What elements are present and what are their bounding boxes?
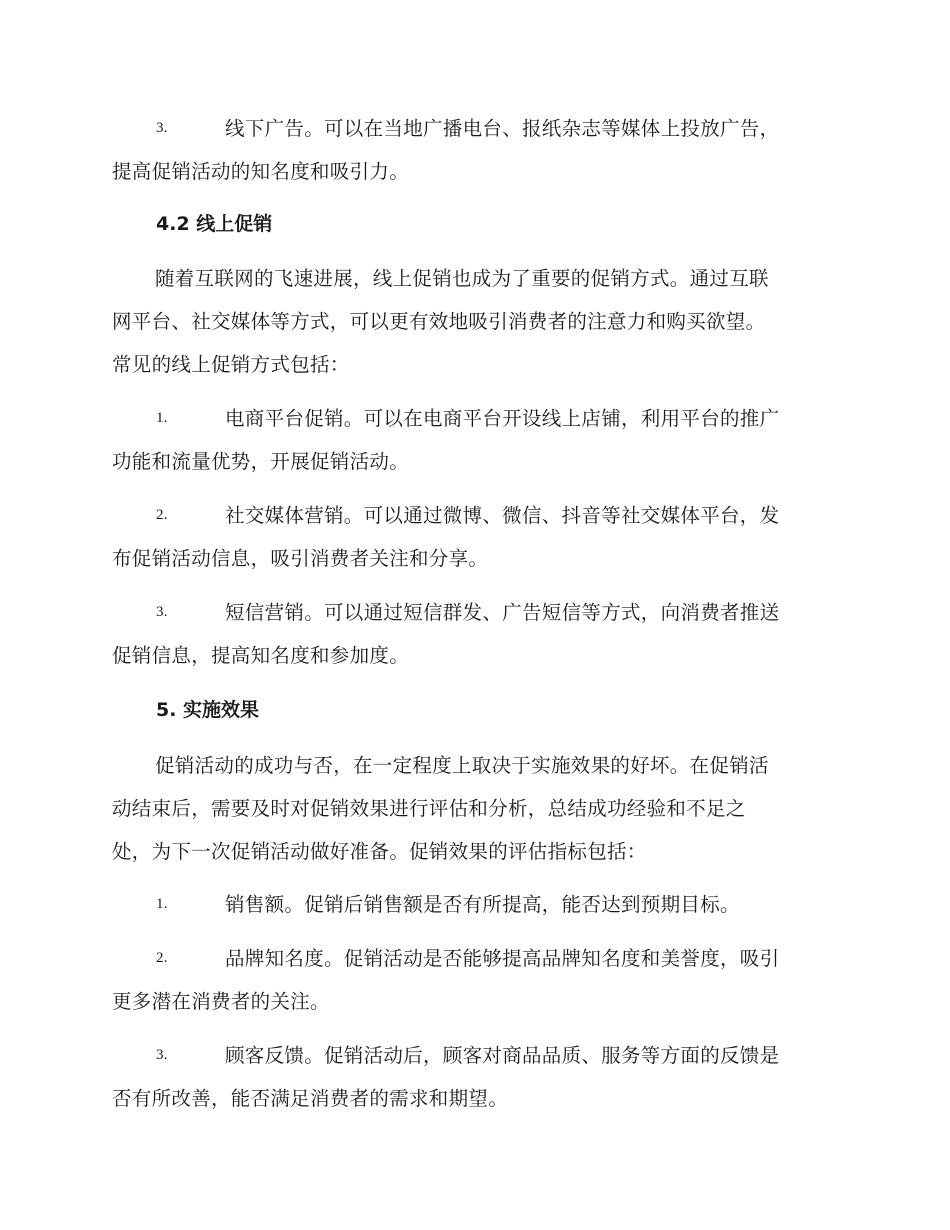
paragraph-line: 随着互联网的飞速进展，线上促销也成为了重要的促销方式。通过互联 bbox=[155, 267, 769, 290]
list-number: 1. bbox=[156, 896, 168, 912]
paragraph-line: 网平台、社交媒体等方式，可以更有效地吸引消费者的注意力和购买欲望。 bbox=[112, 310, 766, 333]
paragraph-line: 处，为下一次促销活动做好准备。促销效果的评估指标包括： bbox=[112, 840, 647, 863]
list-item bbox=[112, 937, 837, 1023]
list-item-text: 顾客反馈。促销活动后，顾客对商品品质、服务等方面的反馈是 bbox=[225, 1044, 780, 1067]
list-item-text-cont: 否有所改善，能否满足消费者的需求和期望。 bbox=[112, 1087, 509, 1110]
list-number: 3. bbox=[156, 604, 168, 620]
list-item-text-cont: 更多潜在消费者的关注。 bbox=[112, 990, 330, 1013]
list-item bbox=[112, 591, 837, 677]
list-item-text: 短信营销。可以通过短信群发、广告短信等方式，向消费者推送 bbox=[225, 601, 780, 624]
list-number: 2. bbox=[156, 950, 168, 966]
list-item-text-cont: 提高促销活动的知名度和吸引力。 bbox=[112, 160, 410, 183]
list-item bbox=[112, 883, 837, 926]
section-heading: 4.2 线上促销 bbox=[156, 213, 273, 235]
list-item bbox=[112, 494, 837, 580]
list-item-text-cont: 功能和流量优势，开展促销活动。 bbox=[112, 450, 410, 473]
list-number: 3. bbox=[156, 120, 168, 136]
paragraph-line: 促销活动的成功与否，在一定程度上取决于实施效果的好坏。在促销活 bbox=[155, 754, 769, 777]
list-item bbox=[112, 1034, 837, 1120]
list-item-text-cont: 布促销活动信息，吸引消费者关注和分享。 bbox=[112, 547, 489, 570]
paragraph-line: 动结束后，需要及时对促销效果进行评估和分析，总结成功经验和不足之 bbox=[112, 797, 746, 820]
list-item-text: 社交媒体营销。可以通过微博、微信、抖音等社交媒体平台，发 bbox=[225, 504, 780, 527]
list-item bbox=[112, 107, 837, 193]
paragraph-line: 常见的线上促销方式包括： bbox=[112, 353, 350, 376]
list-item-text: 线下广告。可以在当地广播电台、报纸杂志等媒体上投放广告， bbox=[225, 117, 780, 140]
list-item-text: 品牌知名度。促销活动是否能够提高品牌知名度和美誉度，吸引 bbox=[225, 947, 780, 970]
paragraph bbox=[112, 744, 837, 873]
list-item-text-cont: 促销信息，提高知名度和参加度。 bbox=[112, 644, 410, 667]
list-number: 3. bbox=[156, 1047, 168, 1063]
list-item-text: 电商平台促销。可以在电商平台开设线上店铺，利用平台的推广 bbox=[225, 407, 780, 430]
section-heading: 5. 实施效果 bbox=[156, 699, 260, 721]
list-number: 2. bbox=[156, 507, 168, 523]
list-item-text: 销售额。促销后销售额是否有所提高，能否达到预期目标。 bbox=[225, 893, 740, 916]
paragraph bbox=[112, 257, 837, 386]
list-number: 1. bbox=[156, 410, 168, 426]
list-item bbox=[112, 397, 837, 483]
